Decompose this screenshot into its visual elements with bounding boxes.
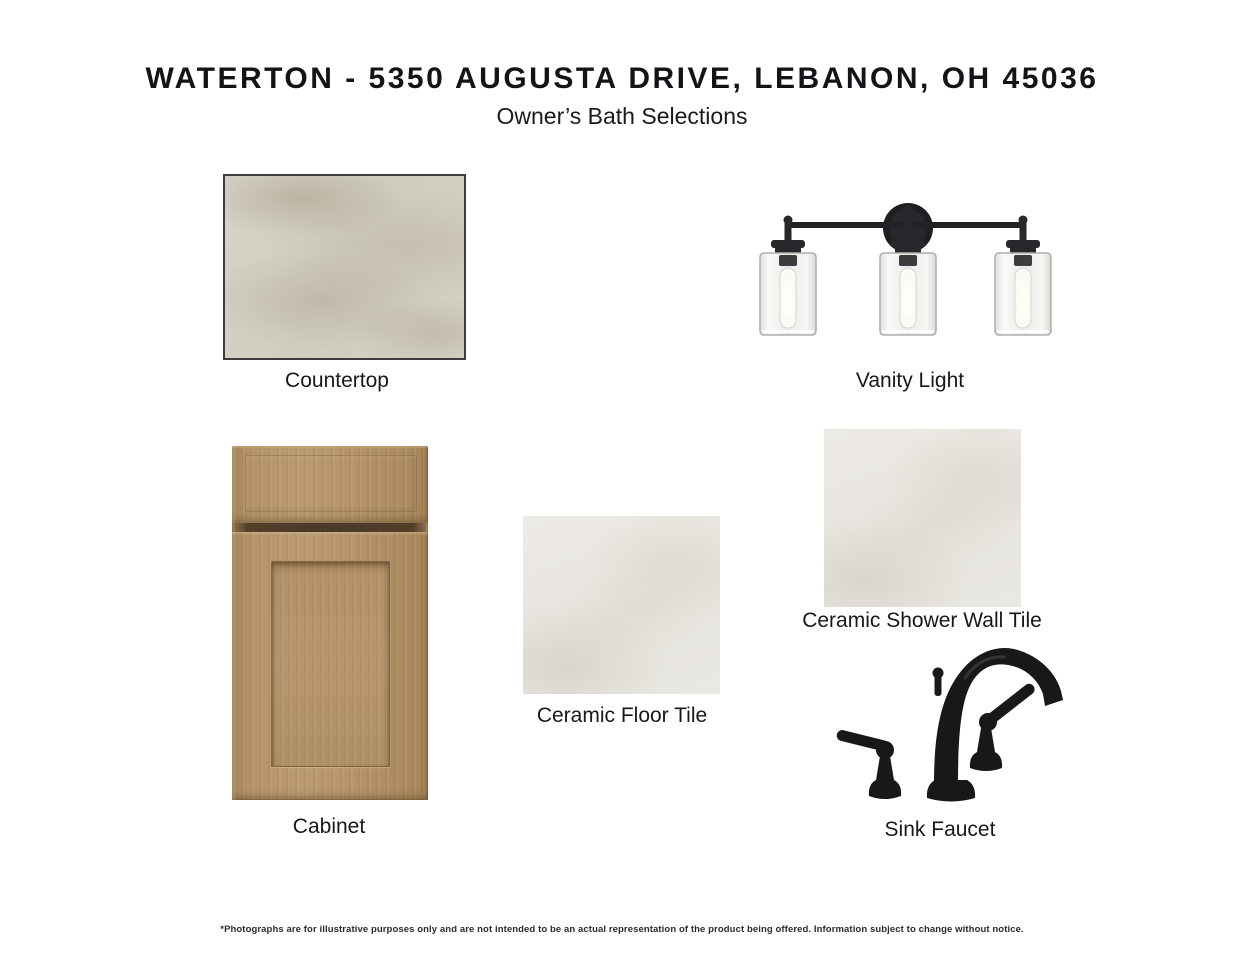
countertop-image	[223, 174, 466, 360]
bulbs	[780, 268, 1031, 328]
disclaimer-text: *Photographs are for illustrative purposes only and are not intended to be an actual representation of the product being offered. Information subject to change without notice.	[220, 924, 1024, 935]
vanity-light-image	[750, 195, 1062, 340]
ceramic-shower-wall-tile-image	[824, 429, 1021, 607]
vanity-light-label: Vanity Light	[855, 369, 965, 392]
sink-faucet-image	[828, 632, 1078, 802]
cabinet-drawer-front	[232, 446, 428, 523]
faucet-right-handle	[970, 682, 1037, 771]
ceramic-shower-wall-tile-label: Ceramic Shower Wall Tile	[802, 609, 1042, 632]
page-title: WATERTON - 5350 AUGUSTA DRIVE, LEBANON, OH 45036	[145, 62, 1099, 95]
cabinet-door-recessed-panel	[271, 561, 390, 767]
faucet-left-handle	[836, 729, 902, 799]
ceramic-floor-tile-label: Ceramic Floor Tile	[536, 704, 708, 727]
cabinet-image	[232, 446, 428, 800]
page-subtitle: Owner’s Bath Selections	[496, 103, 748, 129]
vanity-light-svg	[750, 195, 1062, 340]
cabinet-drawer-door-gap	[234, 523, 426, 532]
sink-faucet-label: Sink Faucet	[884, 818, 996, 841]
sink-faucet-svg	[828, 632, 1078, 802]
countertop-label: Countertop	[285, 369, 389, 392]
cabinet-label: Cabinet	[292, 815, 366, 838]
ceramic-floor-tile-image	[523, 516, 720, 694]
